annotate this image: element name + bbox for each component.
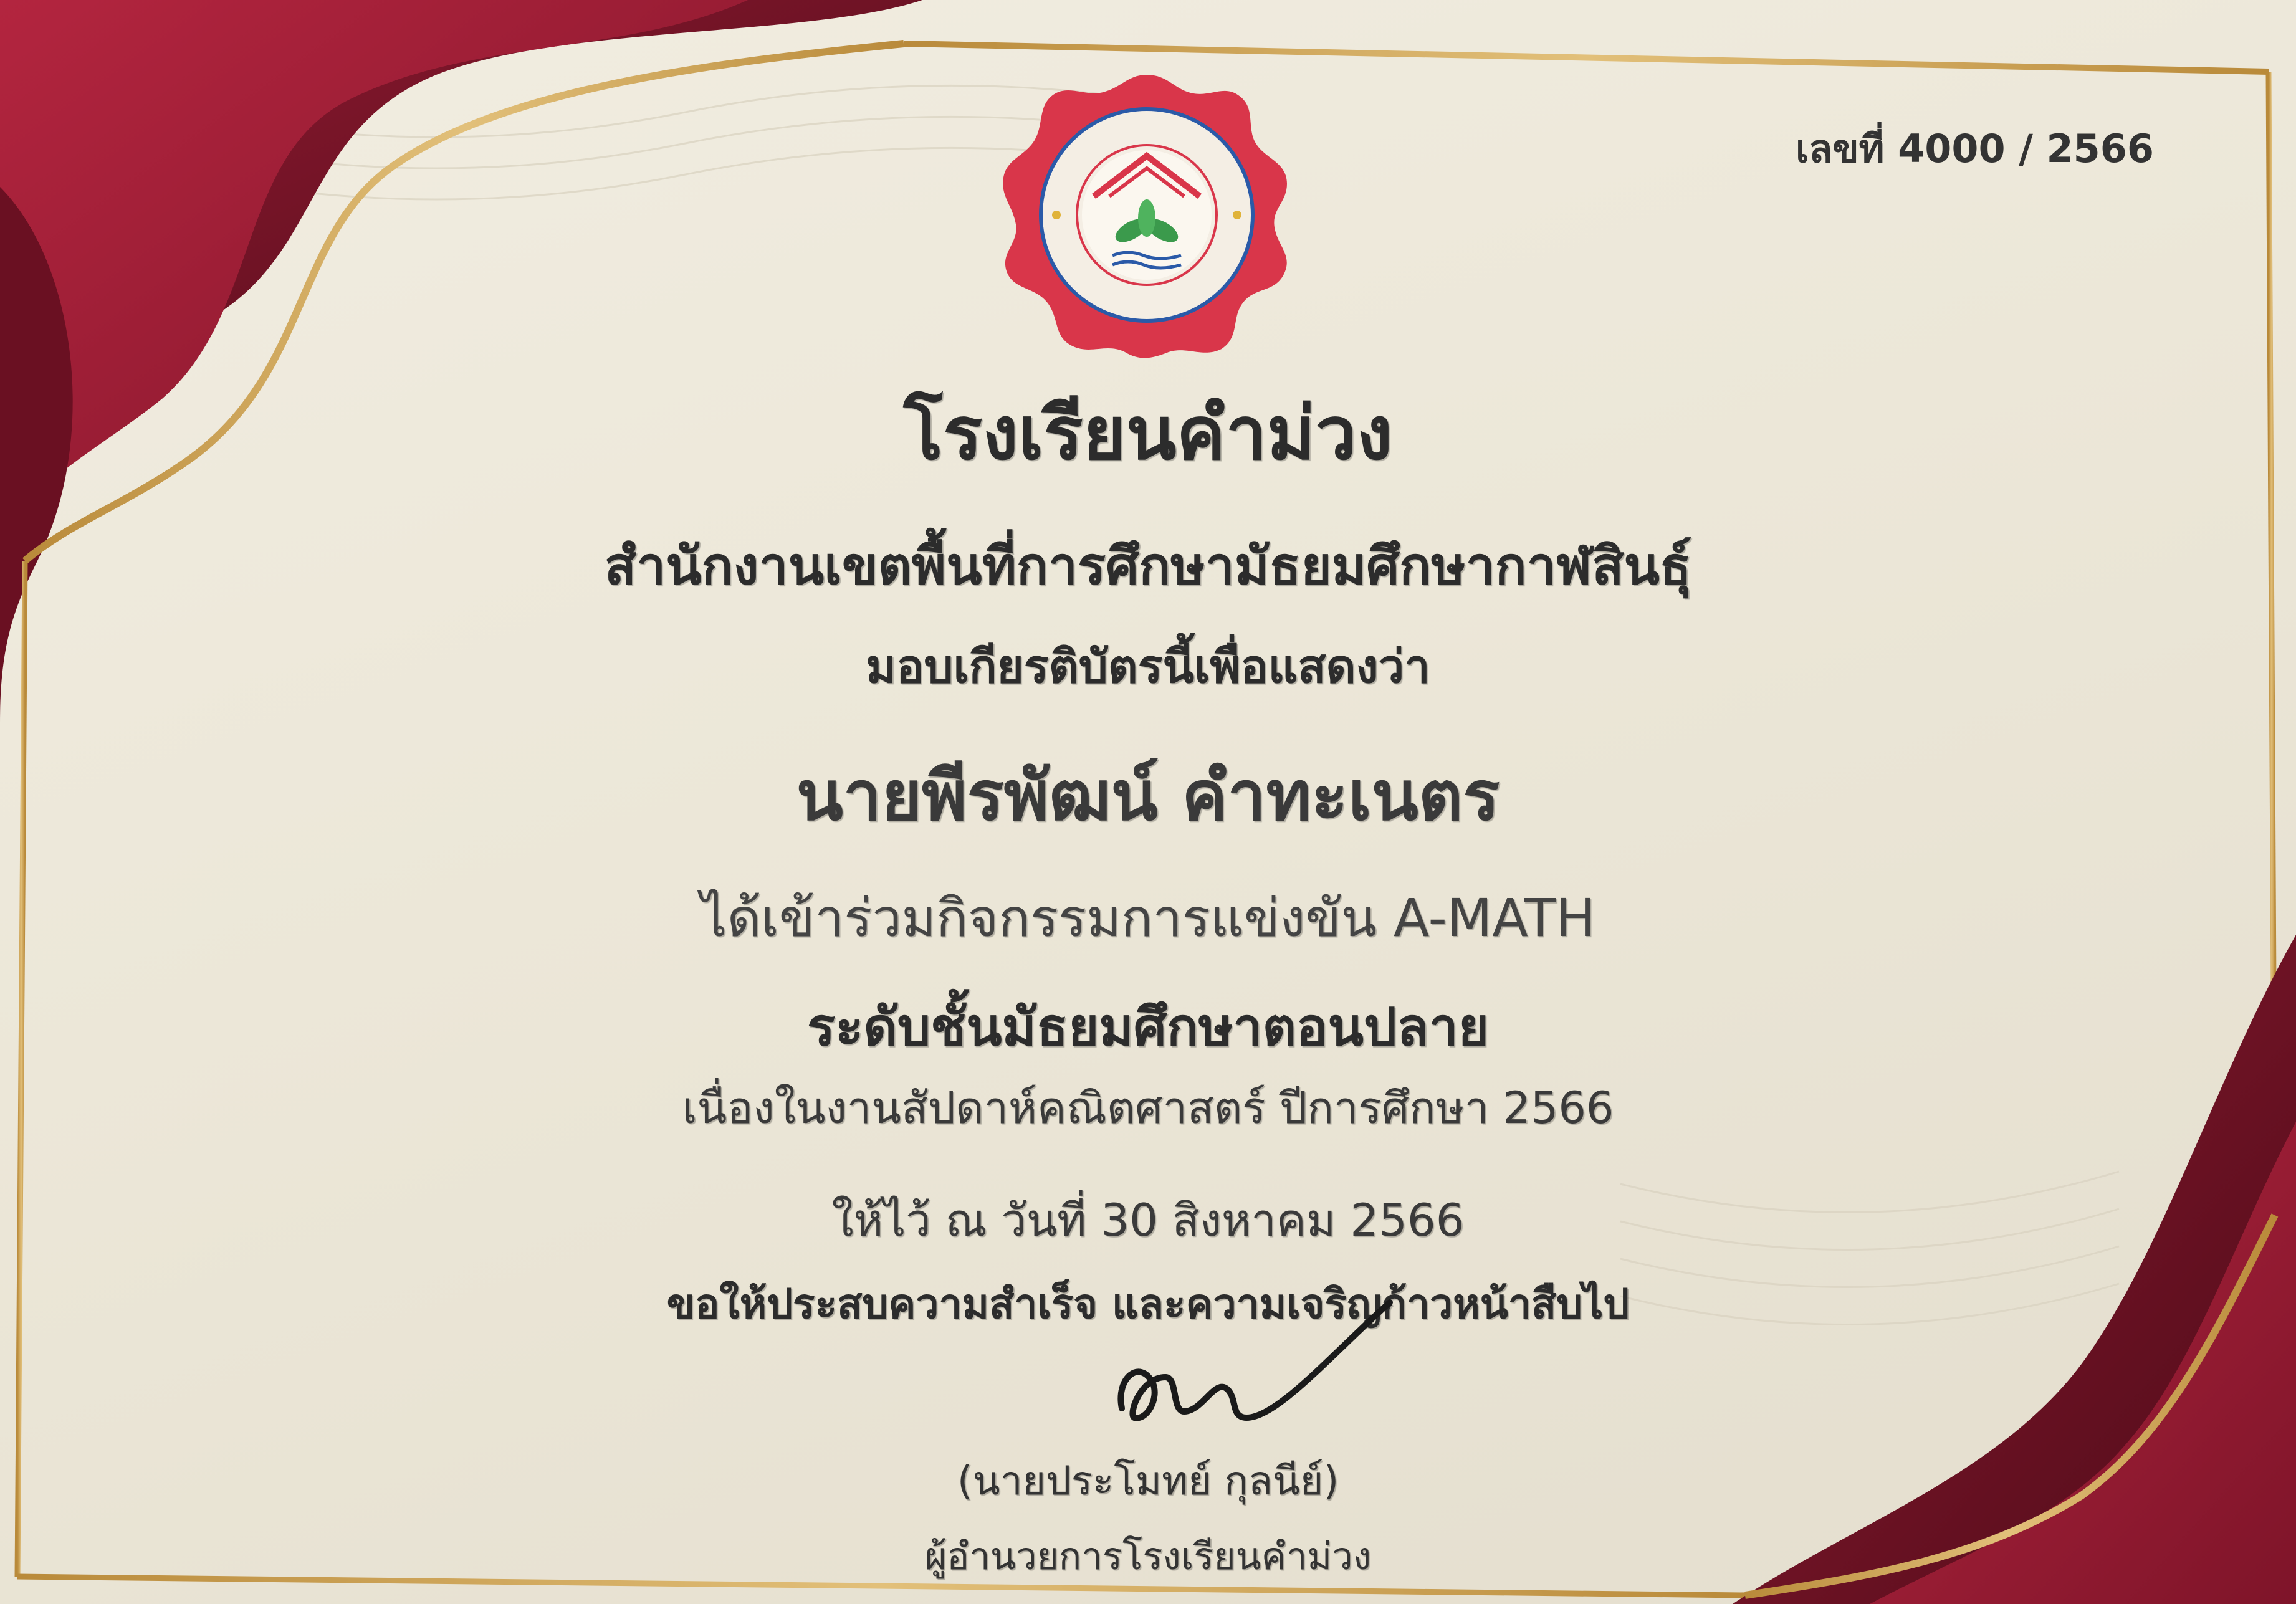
signer-title: ผู้อำนวยการโรงเรียนคำม่วง — [924, 1535, 1371, 1578]
school-name: โรงเรียนคำม่วง — [903, 390, 1393, 476]
signature-icon — [1097, 1284, 1446, 1446]
signer-name: (นายประโมทย์ กุลนีย์) — [957, 1458, 1339, 1504]
school-seal-icon — [1000, 69, 1293, 361]
gold-border-top — [904, 44, 2269, 72]
given-date: ให้ไว้ ณ วันที่ 30 สิงหาคม 2566 — [831, 1194, 1465, 1246]
gold-border-left — [17, 561, 25, 1577]
recipient-name: นายพีรพัฒน์ คำทะเนตร — [796, 755, 1500, 836]
education-office: สำนักงานเขตพื้นที่การศึกษามัธยมศึกษากาฬสินธุ์ — [604, 535, 1692, 596]
wish-line: ขอให้ประสบความสำเร็จ และความเจริญก้าวหน้าสืบไป — [666, 1280, 1630, 1328]
award-statement: มอบเกียรติบัตรนี้เพื่อแสดงว่า — [866, 640, 1430, 694]
activity-line: ได้เข้าร่วมกิจกรรมการแข่งขัน A-MATH — [701, 887, 1595, 948]
serial-number: เลขที่ 4000 / 2566 — [1796, 126, 2154, 171]
level-line: ระดับชั้นมัธยมศึกษาตอนปลาย — [806, 996, 1490, 1057]
occasion-line: เนื่องในงานสัปดาห์คณิตศาสตร์ ปีการศึกษา 2566 — [682, 1082, 1614, 1134]
